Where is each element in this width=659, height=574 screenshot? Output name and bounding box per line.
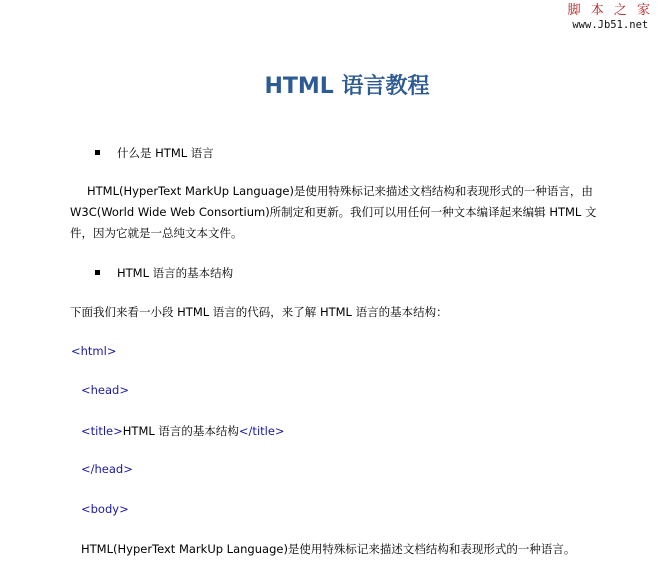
code-line-body-text [81, 541, 575, 557]
bullet-square-icon [95, 270, 100, 275]
code-tag: <title> [81, 424, 123, 438]
code-tag: <head> [81, 383, 129, 397]
code-tag: <body> [81, 502, 129, 516]
paragraph-line: W3C(World Wide Web Consortium)所制定和更新。我们可以用任何一种文本编译起来编辑 HTML 文 [70, 205, 597, 219]
watermark-site-name: 脚 本 之 家 [567, 3, 653, 18]
code-tag: </head> [81, 462, 133, 476]
section-heading-label: 什么是 HTML 语言 [117, 146, 214, 160]
paragraph-line: 下面我们来看一小段 HTML 语言的代码，来了解 HTML 语言的基本结构： [70, 305, 448, 319]
code-line-head-open [81, 383, 129, 397]
code-line-title [81, 423, 285, 439]
section-heading-label: HTML 语言的基本结构 [117, 266, 234, 280]
intro-paragraph [70, 181, 625, 244]
code-line-body-open [81, 502, 129, 516]
paragraph-line: 件，因为它就是一总纯文本文件。 [70, 226, 243, 240]
section-heading-what-is-html [95, 145, 214, 161]
code-text: HTML 语言的基本结构 [122, 424, 239, 438]
section-heading-basic-structure [95, 265, 233, 281]
code-tag: <html> [71, 344, 117, 358]
code-text: HTML(HyperText MarkUp Language)是使用特殊标记来描述文档结构和表现形式的一种语言。 [81, 542, 576, 556]
bullet-square-icon [95, 150, 100, 155]
structure-intro-paragraph [70, 302, 625, 323]
watermark-site-url: www.Jb51.net [572, 19, 649, 31]
paragraph-line: HTML(HyperText MarkUp Language)是使用特殊标记来描述文档结构和表现形式的一种语言，由 [87, 184, 593, 198]
code-tag: </title> [238, 424, 285, 438]
code-line-html-open [71, 344, 116, 358]
code-line-head-close [81, 462, 133, 476]
document-title: HTML 语言教程 [264, 74, 430, 99]
site-watermark [568, 4, 653, 31]
